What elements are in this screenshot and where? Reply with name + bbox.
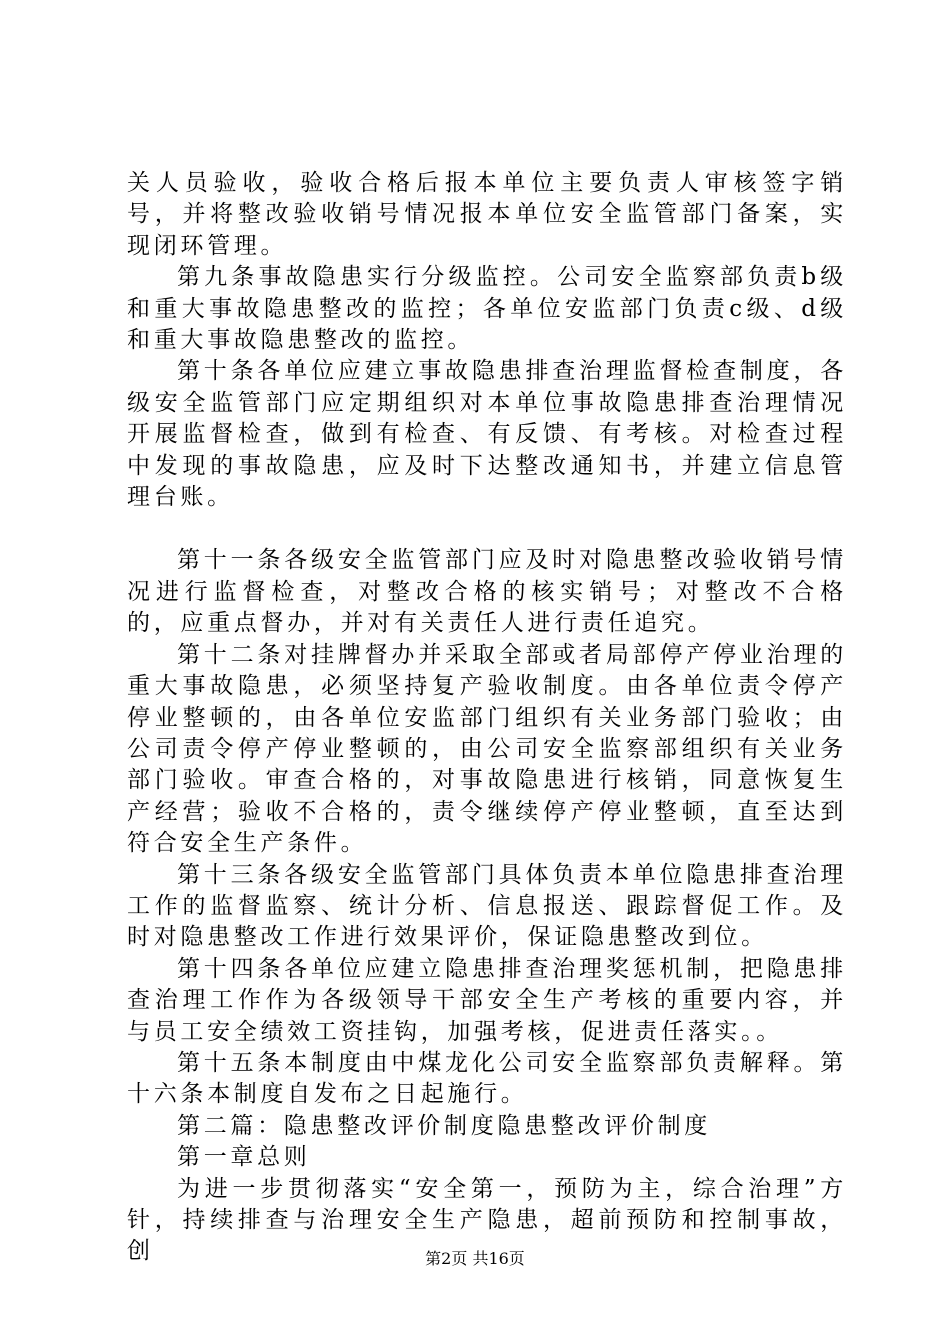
paragraph-intro: 为进一步贯彻落实“安全第一，预防为主，综合治理”方针，持续排查与治理安全生产隐患，超前预防和控制事故，创 [127,1175,847,1265]
document-body [127,168,847,1268]
page-number-footer: 第2页 共16页 [425,1249,525,1268]
section-heading-part-2: 第二篇：隐患整改评价制度隐患整改评价制度 [177,1112,711,1139]
paragraph-article-9: 第九条事故隐患实行分级监控。公司安全监察部负责b级和重大事故隐患整改的监控；各单位安监部门负责c级、d级和重大事故隐患整改的监控。 [127,264,847,354]
paragraph-continuation: 关人员验收，验收合格后报本单位主要负责人审核签字销号，并将整改验收销号情况报本单位安全监管部门备案，实现闭环管理。 [127,170,847,259]
chapter-heading: 第一章总则 [177,1144,311,1171]
paragraph-article-12: 第十二条对挂牌督办并采取全部或者局部停产停业治理的重大事故隐患，必须坚持复产验收制度。由各单位责令停产停业整顿的，由各单位安监部门组织有关业务部门验收；由公司责令停产停业整顿的，由公司安全监察部组织有关业务部门验收。审查合格的，对事故隐患进行核销，同意恢复生产经营；验收不合格的，责令继续停产停业整顿，直至达到符合安全生产条件。 [127,641,847,857]
paragraph-article-11: 第十一条各级安全监管部门应及时对隐患整改验收销号情况进行监督检查，对整改合格的核实销号；对整改不合格的，应重点督办，并对有关责任人进行责任追究。 [127,547,847,637]
paragraph-article-10: 第十条各单位应建立事故隐患排查治理监督检查制度，各级安全监管部门应定期组织对本单位事故隐患排查治理情况开展监督检查，做到有检查、有反馈、有考核。对检查过程中发现的事故隐患，应及时下达整改通知书，并建立信息管理台账。 [127,358,847,511]
paragraph-article-13: 第十三条各级安全监管部门具体负责本单位隐患排查治理工作的监督监察、统计分析、信息报送、跟踪督促工作。及时对隐患整改工作进行效果评价，保证隐患整改到位。 [127,861,847,951]
paragraph-article-15-16: 第十五条本制度由中煤龙化公司安全监察部负责解释。第十六条本制度自发布之日起施行。 [127,1049,847,1108]
paragraph-article-14: 第十四条各单位应建立隐患排查治理奖惩机制，把隐患排查治理工作作为各级领导干部安全生产考核的重要内容，并与员工安全绩效工资挂钩，加强考核，促进责任落实。。 [127,955,847,1045]
